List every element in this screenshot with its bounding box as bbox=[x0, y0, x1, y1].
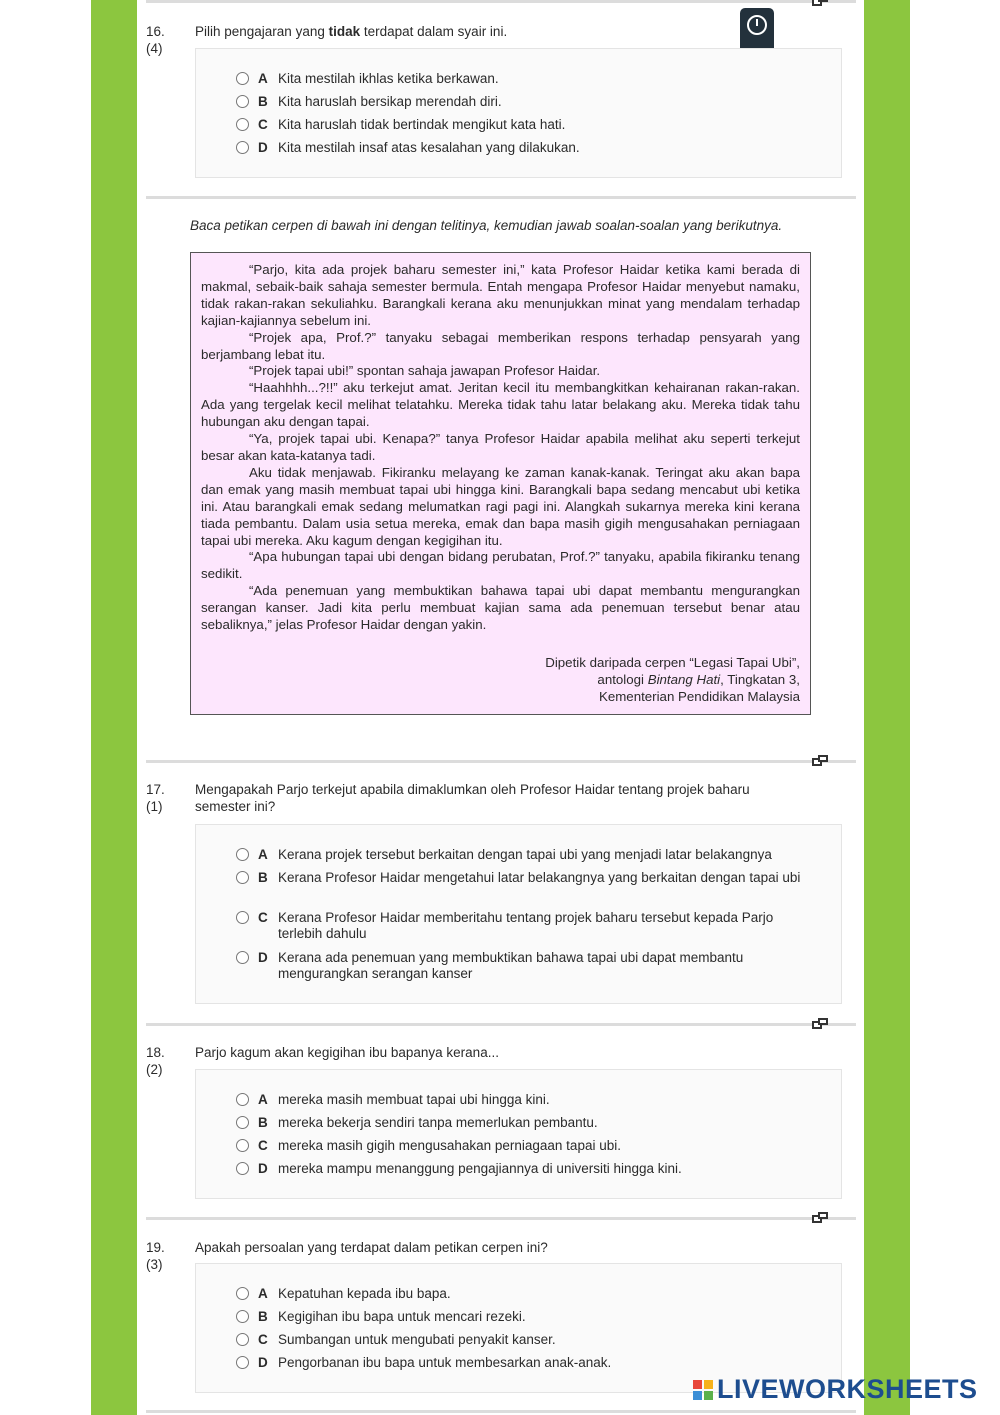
divider bbox=[146, 1410, 856, 1413]
expand-icon[interactable] bbox=[812, 1018, 828, 1030]
passage-citation: Dipetik daripada cerpen “Legasi Tapai Ubi”, antologi Bintang Hati, Tingkatan 3, Kementerian Pendidikan Malaysia bbox=[545, 655, 800, 704]
radio-button[interactable] bbox=[236, 1287, 249, 1300]
passage-instruction: Baca petikan cerpen di bawah ini dengan telitinya, kemudian jawab soalan-soalan yang berikutnya. bbox=[190, 218, 783, 233]
passage-paragraph: “Ada penemuan yang membuktikan bahawa tapai ubi dapat membantu mengurangkan serangan kanser. Jadi kita perlu membuat kajian sama ada penemuan tersebut benar atau sebaliknya,” jelas Profesor Haidar dengan yakin. bbox=[201, 583, 800, 633]
radio-button[interactable] bbox=[236, 1116, 249, 1129]
question-text: Mengapakah Parjo terkejut apabila dimaklumkan oleh Profesor Haidar tentang projek baharu semester ini? bbox=[195, 782, 750, 814]
radio-button[interactable] bbox=[236, 1162, 249, 1175]
divider bbox=[146, 196, 856, 199]
passage-paragraph: “Haahhhh...?!!” aku terkejut amat. Jeritan kecil itu membangkitkan kehairanan rakan-rakan. Ada yang tergelak kecil melihat telatahku. Mereka tidak tahu latar belakang aku. Mereka tidak tahu hubungan aku dengan tapai. bbox=[201, 380, 800, 430]
passage-paragraph: “Ya, projek tapai ubi. Kenapa?” tanya Profesor Haidar apabila melihat aku seperti terkejut besar akan kata-katanya tadi. bbox=[201, 431, 800, 463]
passage-paragraph: “Projek tapai ubi!” spontan sahaja jawapan Profesor Haidar. bbox=[249, 363, 601, 379]
radio-button[interactable] bbox=[236, 118, 249, 131]
radio-button[interactable] bbox=[236, 95, 249, 108]
expand-icon[interactable] bbox=[812, 1212, 828, 1224]
expand-icon[interactable] bbox=[812, 755, 828, 767]
liveworksheets-logo[interactable] bbox=[693, 1374, 978, 1405]
radio-button[interactable] bbox=[236, 848, 249, 861]
radio-button[interactable] bbox=[236, 951, 249, 964]
question-number: 17.(1) bbox=[146, 782, 165, 814]
divider bbox=[146, 1023, 856, 1026]
question-text: Parjo kagum akan kegigihan ibu bapanya kerana... bbox=[195, 1045, 499, 1060]
right-green-border bbox=[864, 0, 910, 1415]
passage-paragraph: Aku tidak menjawab. Fikiranku melayang ke zaman kanak-kanak. Teringat aku akan bapa dan emak yang masih membuat tapai ubi hingga kini. Barangkali bapa sedang mencabut ubi ketika ini. Atau barangkali emak sedang melumatkan ragi pagi ini. Alangkah sukarnya mereka kini kerana tiada pembantu. Dalam usia setua mereka, emak dan bapa masih gigih mengusahakan perniagaan tapai ubi mereka. Aku kagum dengan kegigihan itu. bbox=[201, 464, 800, 548]
options-box: A Kita mestilah ikhlas ketika berkawan. B Kita haruslah bersikap merendah diri. C Kita haruslah tidak bertindak mengikut kata hati. D Kita mestilah insaf atas kesalahan yang dilakukan. bbox=[195, 48, 842, 178]
question-number: 16.(4) bbox=[146, 24, 165, 56]
radio-button[interactable] bbox=[236, 911, 249, 924]
passage-box bbox=[190, 252, 811, 715]
question-text: Pilih pengajaran yang tidak terdapat dalam syair ini. bbox=[195, 24, 508, 39]
divider bbox=[146, 1217, 856, 1220]
question-number: 19.(3) bbox=[146, 1240, 165, 1272]
passage-paragraph: “Projek apa, Prof.?” tanyaku sebagai memberikan respons terhadap pensyarah yang berjambang lebat itu. bbox=[201, 329, 800, 362]
options-box: A Kerana projek tersebut berkaitan dengan tapai ubi yang menjadi latar belakangnya B Kerana Profesor Haidar mengetahui latar belakangnya yang berkaitan dengan tapai ubi C Kerana Profesor Haidar memberitahu tentang projek baharu tersebut kepada Parjo terlebih dahulu D Kerana ada penemuan yang membuktikan bahawa tapai ubi dapat membantu mengurangkan serangan kanser bbox=[195, 824, 842, 1004]
radio-button[interactable] bbox=[236, 72, 249, 85]
radio-button[interactable] bbox=[236, 1093, 249, 1106]
options-box: A Kepatuhan kepada ibu bapa. B Kegigihan ibu bapa untuk mencari rezeki. C Sumbangan untuk mengubati penyakit kanser. D Pengorbanan ibu bapa untuk membesarkan anak-anak. bbox=[195, 1263, 842, 1393]
radio-button[interactable] bbox=[236, 141, 249, 154]
radio-button[interactable] bbox=[236, 1310, 249, 1323]
passage-paragraph: “Parjo, kita ada projek baharu semester ini,” kata Profesor Haidar ketika kami berada di makmal, sebaik-baik sahaja semester bermula. Entah mengapa Profesor Haidar menyebut namaku, tidak rakan-rakan sekuliahku. Barangkali kerana aku menunjukkan minat yang mendalam terhadap kajian-kajiannya sebelum ini. bbox=[201, 262, 800, 328]
brand-name: LIVEWORKSHEETS bbox=[717, 1374, 978, 1404]
left-green-border bbox=[91, 0, 137, 1415]
radio-button[interactable] bbox=[236, 1333, 249, 1346]
divider bbox=[146, 0, 856, 3]
options-box: A mereka masih membuat tapai ubi hingga kini. B mereka bekerja sendiri tanpa memerlukan pembantu. C mereka masih gigih mengusahakan perniagaan tapai ubi. D mereka mampu menanggung pengajiannya di universiti hingga kini. bbox=[195, 1069, 842, 1199]
divider bbox=[146, 760, 856, 763]
expand-icon[interactable] bbox=[812, 0, 828, 7]
question-text: Apakah persoalan yang terdapat dalam petikan cerpen ini? bbox=[195, 1240, 548, 1255]
radio-button[interactable] bbox=[236, 871, 249, 884]
question-number: 18.(2) bbox=[146, 1045, 165, 1077]
radio-button[interactable] bbox=[236, 1356, 249, 1369]
logo-mark-icon bbox=[693, 1380, 713, 1400]
radio-button[interactable] bbox=[236, 1139, 249, 1152]
passage-paragraph: “Apa hubungan tapai ubi dengan bidang perubatan, Prof.?” tanyaku, apabila fikiranku tenang sedikit. bbox=[201, 549, 800, 582]
